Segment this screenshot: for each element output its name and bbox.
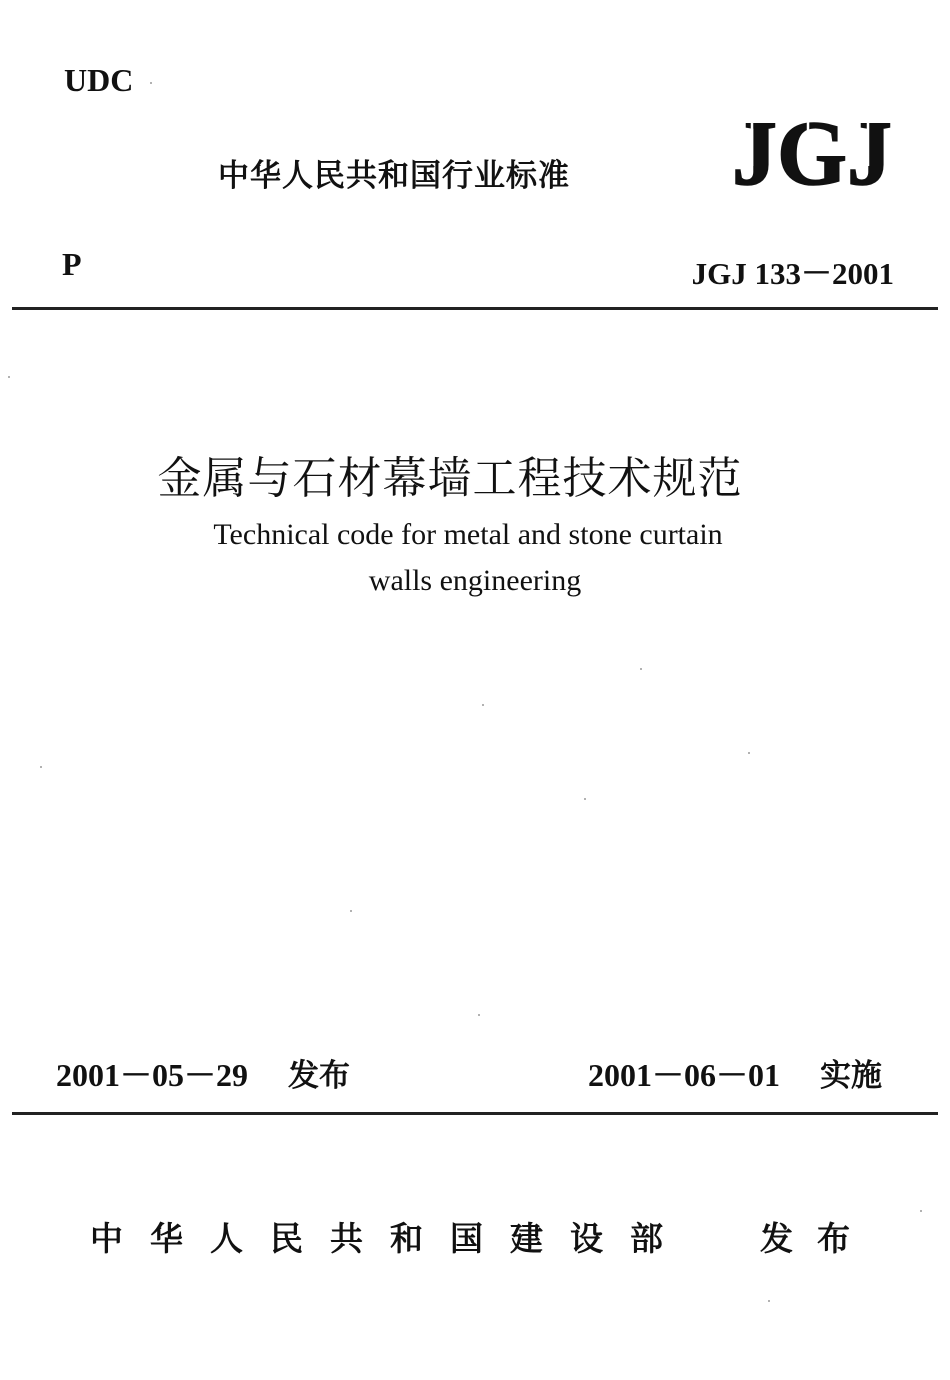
- scan-speck: [150, 82, 152, 84]
- title-english-line2: walls engineering: [368, 564, 582, 597]
- scan-speck: [920, 1210, 922, 1212]
- title-chinese: 金属与石材幕墙工程技术规范: [157, 453, 743, 504]
- scan-speck: [482, 704, 484, 706]
- top-divider: [12, 307, 938, 310]
- udc-label: UDC: [64, 62, 134, 98]
- publisher-ministry: 中华人民共和国建设部: [90, 1219, 690, 1258]
- issue-label: 发布: [288, 1058, 350, 1094]
- implementation-date: 2001－06－01: [588, 1057, 781, 1093]
- scan-speck: [748, 752, 750, 754]
- standard-type-heading: 中华人民共和国行业标准: [218, 158, 570, 194]
- issue-date: 2001－05－29: [56, 1057, 249, 1093]
- scan-speck: [478, 1014, 480, 1016]
- classification-code: P: [62, 246, 82, 282]
- scan-speck: [8, 376, 10, 378]
- scan-speck: [350, 910, 352, 912]
- jgj-logo: [728, 104, 896, 190]
- standard-number: JGJ 133－2001: [691, 256, 894, 291]
- scan-speck: [640, 668, 642, 670]
- implementation-label: 实施: [820, 1058, 882, 1094]
- title-english-line1: Technical code for metal and stone curtain: [213, 518, 723, 551]
- bottom-divider: [12, 1112, 938, 1115]
- scan-speck: [768, 1300, 770, 1302]
- publish-label: 发布: [760, 1219, 874, 1258]
- scan-speck: [584, 798, 586, 800]
- scan-speck: [40, 766, 42, 768]
- svg-text:JGJ: JGJ: [732, 104, 892, 190]
